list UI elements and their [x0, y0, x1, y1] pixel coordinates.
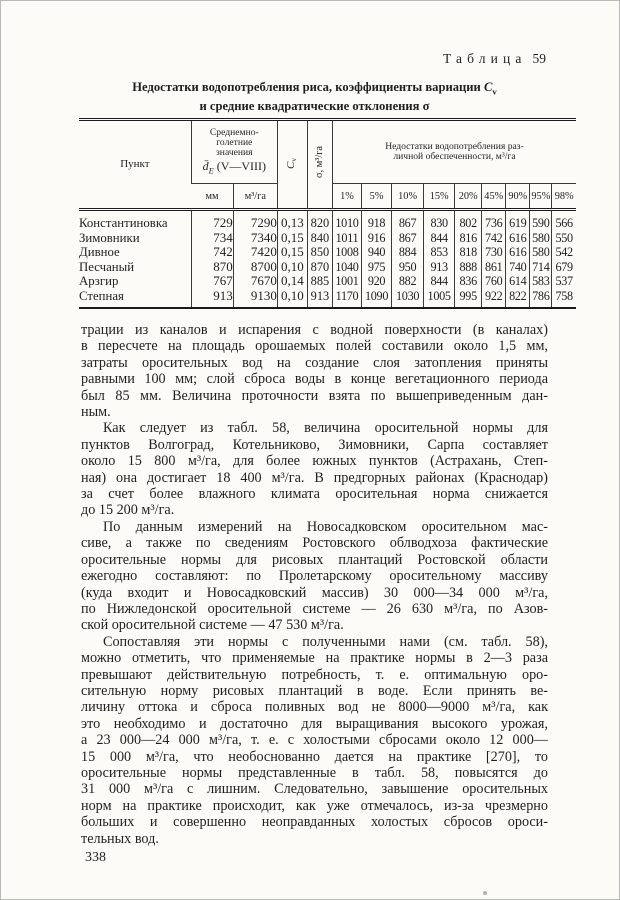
cell-percent: 542 — [552, 245, 576, 260]
cell-percent: 714 — [530, 260, 552, 275]
text-line: (куда входит и Новосадковский массив) 30 000—34 000 м³/га, — [81, 584, 548, 601]
cell-percent: 550 — [552, 231, 576, 246]
cell-percent: 616 — [506, 231, 530, 246]
cell-sigma: 885 — [307, 274, 332, 289]
col-header-punkt: Пункт — [120, 158, 150, 171]
cell-percent: 742 — [482, 231, 506, 246]
text-line: около 15 800 м³/га, для более южных пунктов (Астрахань, Степ- — [81, 453, 548, 470]
cell-sigma: 840 — [307, 231, 332, 246]
table-title-line2: и средние квадратические отклонения σ — [199, 98, 430, 113]
data-table — [79, 118, 576, 309]
cell-mm: 870 — [191, 260, 233, 275]
cell-name: Константиновка — [79, 216, 168, 230]
cell-percent: 1090 — [362, 289, 392, 308]
group-header-row — [79, 120, 576, 184]
text-line: оросительные нормы представленные в табл. 58, повысятся до — [81, 764, 548, 781]
text-line: в пересчете на площадь орошаемых полей составили около 1,5 мм, — [81, 338, 548, 355]
cell-percent: 566 — [552, 210, 576, 231]
cell-m3ga: 8700 — [233, 260, 277, 275]
body-text — [81, 322, 548, 847]
col-header-percent: 10% — [392, 184, 424, 210]
cell-percent: 730 — [482, 245, 506, 260]
col-header-percent: 5% — [362, 184, 392, 210]
cell-m3ga: 7290 — [233, 210, 277, 231]
text-line: за счет более влажного климата оросительная норма снижается — [81, 486, 548, 503]
cell-percent: 583 — [530, 274, 552, 289]
text-line: равными 100 мм; слой сброса воды в конце вегетационного периода — [81, 371, 548, 388]
table-row — [79, 260, 576, 275]
col-header-percent: 15% — [424, 184, 455, 210]
cell-percent: 1001 — [332, 274, 361, 289]
col-header-percent: 95% — [530, 184, 552, 210]
cell-percent: 888 — [455, 260, 482, 275]
col-header-m3ga: м³/га — [233, 184, 277, 210]
cell-sigma: 913 — [307, 289, 332, 308]
table-row — [79, 210, 576, 231]
table-title — [81, 80, 548, 113]
text-line: можно отметить, что применяемые на практике нормы в 2—3 раза — [81, 650, 548, 667]
text-line: сительную норму рисовых плантаций в воде. Если принять ве- — [81, 682, 548, 699]
text-line: больших и совершенно неоправданных холостых сбросов ороси- — [81, 814, 548, 831]
paragraph — [81, 322, 548, 420]
cell-percent: 580 — [530, 245, 552, 260]
avg-formula: $d̄_E$ (V—VIII) — [202, 158, 267, 175]
table-row — [79, 231, 576, 246]
cell-percent: 1010 — [332, 210, 361, 231]
cell-percent: 590 — [530, 210, 552, 231]
cell-percent: 679 — [552, 260, 576, 275]
table-caption-word: Таблица — [442, 51, 527, 66]
text-line: норм на практике происходит, как уже отмечалось, из-за чрезмерно — [81, 797, 548, 814]
col-header-percent: 1% — [332, 184, 361, 210]
cell-m3ga: 9130 — [233, 289, 277, 308]
scan-speck — [483, 891, 487, 895]
text-line: тельных вод. — [81, 830, 159, 847]
cell-percent: 867 — [392, 210, 424, 231]
text-line: личину оттока и сброса поливных вод не 8000—9000 м³/га, как — [81, 699, 548, 716]
text-line: превышают действительную потребность, т. е. оптимальную оро- — [81, 666, 548, 683]
text-line: затраты оросительных вод на создание слоя затопления приняты — [81, 354, 548, 371]
text-line: оросительные нормы для рисовых плантаций Ростовской области — [81, 551, 548, 568]
cell-percent: 614 — [506, 274, 530, 289]
cell-percent: 760 — [482, 274, 506, 289]
cell-name: Дивное — [79, 245, 120, 260]
text-line: а 23 000—24 000 м³/га, т. е. с холостыми сбросами около 12 000— — [81, 732, 548, 749]
page-number: 338 — [85, 850, 106, 865]
cell-mm: 729 — [191, 210, 233, 231]
cell-percent: 1005 — [424, 289, 455, 308]
cell-mm: 913 — [191, 289, 233, 308]
text-line: ным. — [81, 404, 111, 421]
cell-name: Степная — [79, 288, 124, 303]
cell-percent: 918 — [362, 210, 392, 231]
cell-percent: 995 — [455, 289, 482, 308]
cell-name: Арзгир — [79, 274, 119, 289]
cell-percent: 1040 — [332, 260, 361, 275]
cell-percent: 950 — [392, 260, 424, 275]
table-caption-number: 59 — [532, 51, 546, 66]
cell-percent: 940 — [362, 245, 392, 260]
cell-name: Песчаный — [79, 259, 135, 274]
cell-percent: 916 — [362, 231, 392, 246]
cell-percent: 922 — [482, 289, 506, 308]
sigma-rotated-label: σ, м³/га — [313, 146, 325, 178]
cell-percent: 861 — [482, 260, 506, 275]
cv-symbol: C — [483, 80, 493, 94]
cell-percent: 844 — [424, 231, 455, 246]
cell-percent: 822 — [506, 289, 530, 308]
cell-percent: 844 — [424, 274, 455, 289]
cell-percent: 853 — [424, 245, 455, 260]
col-group-avg: Среднемно- голетние значения $d̄_E$ (V—VIII) — [191, 120, 277, 184]
text-line: 31 000 м³/га с лишним. Следовательно, завышение оросительных — [81, 781, 548, 798]
col-header-cv — [277, 120, 307, 210]
text-line: по Нижледонской оросительной системе — 26 630 м³/га, по Азов- — [81, 600, 548, 617]
table-row — [79, 274, 576, 289]
cell-m3ga: 7420 — [233, 245, 277, 260]
cell-cv: 0,15 — [277, 245, 307, 260]
text-line: пунктов Волгоград, Котельниково, Зимовники, Сарпа составляет — [81, 436, 548, 453]
text-line: ской оросительной системе — 47 530 м³/га. — [81, 617, 344, 634]
cell-sigma: 850 — [307, 245, 332, 260]
table-row — [79, 289, 576, 308]
cell-cv: 0,13 — [277, 210, 307, 231]
cell-percent: 882 — [392, 274, 424, 289]
text-line: ная) она достигает 18 400 м³/га. В предгорных районах (Краснодар) — [81, 469, 548, 486]
cv-rotated-label: $C_v$ — [285, 157, 299, 169]
cell-percent: 818 — [455, 245, 482, 260]
text-line: сиве, а также по сведениям Ростовского облводхоза фактические — [81, 535, 548, 552]
cell-percent: 830 — [424, 210, 455, 231]
cell-percent: 816 — [455, 231, 482, 246]
col-header-percent: 20% — [455, 184, 482, 210]
text-line: до 15 200 м³/га. — [81, 502, 175, 519]
cell-percent: 1170 — [332, 289, 361, 308]
text-line: трации из каналов и испарения с водной поверхности (в каналах) — [81, 322, 548, 338]
cell-percent: 836 — [455, 274, 482, 289]
cell-m3ga: 7670 — [233, 274, 277, 289]
cell-percent: 1008 — [332, 245, 361, 260]
cell-percent: 920 — [362, 274, 392, 289]
cell-percent: 616 — [506, 245, 530, 260]
cell-percent: 619 — [506, 210, 530, 231]
col-header-percent: 45% — [482, 184, 506, 210]
col-header-mm: мм — [205, 190, 219, 202]
cell-mm: 734 — [191, 231, 233, 246]
paragraph — [81, 634, 548, 847]
cell-percent: 802 — [455, 210, 482, 231]
cell-percent: 913 — [424, 260, 455, 275]
text-line: Как следует из табл. 58, величина оросительной нормы для — [103, 420, 548, 437]
col-header-percent: 90% — [506, 184, 530, 210]
col-header-sigma — [307, 120, 332, 210]
table-row — [79, 245, 576, 260]
cell-percent: 867 — [392, 231, 424, 246]
cell-percent: 740 — [506, 260, 530, 275]
paragraph — [81, 420, 548, 518]
text-line: 15 000 м³/га, что необоснованно дается на практике [270], то — [81, 748, 548, 765]
cell-cv: 0,15 — [277, 231, 307, 246]
cell-mm: 767 — [191, 274, 233, 289]
cell-percent: 736 — [482, 210, 506, 231]
text-line: это необходимо и достаточно для выращивания высокого урожая, — [81, 715, 548, 732]
col-group-deficit: Недостатки водопотребления раз- личной обеспеченности, м³/га — [332, 120, 576, 184]
cell-percent: 580 — [530, 231, 552, 246]
paragraph — [81, 519, 548, 634]
text-line: был 85 мм. Величина проточности взята по вышеприведенным дан- — [81, 387, 548, 404]
cell-sigma: 820 — [307, 210, 332, 231]
cell-percent: 1011 — [332, 231, 361, 246]
cell-sigma: 870 — [307, 260, 332, 275]
cell-percent: 786 — [530, 289, 552, 308]
cell-cv: 0,10 — [277, 260, 307, 275]
text-line: ежегодно составляют: по Пролетарскому оросительному массиву — [81, 568, 548, 585]
cell-m3ga: 7340 — [233, 231, 277, 246]
table-title-line1: Недостатки водопотребления риса, коэффициенты вариации $C_v$ — [132, 80, 497, 97]
cell-mm: 742 — [191, 245, 233, 260]
cell-name: Зимовники — [79, 230, 140, 245]
cell-percent: 758 — [552, 289, 576, 308]
cell-percent: 537 — [552, 274, 576, 289]
text-line: Сопоставляя эти нормы с полученными нами (см. табл. 58), — [103, 633, 548, 650]
col-header-percent: 98% — [552, 184, 576, 210]
text-line: По данным измерений на Новосадковском оросительном мас- — [103, 518, 548, 535]
table-caption-label — [443, 51, 546, 67]
cell-percent: 1030 — [392, 289, 424, 308]
table-body — [79, 210, 576, 308]
cell-cv: 0,10 — [277, 289, 307, 308]
cell-percent: 884 — [392, 245, 424, 260]
cell-percent: 975 — [362, 260, 392, 275]
cell-cv: 0,14 — [277, 274, 307, 289]
